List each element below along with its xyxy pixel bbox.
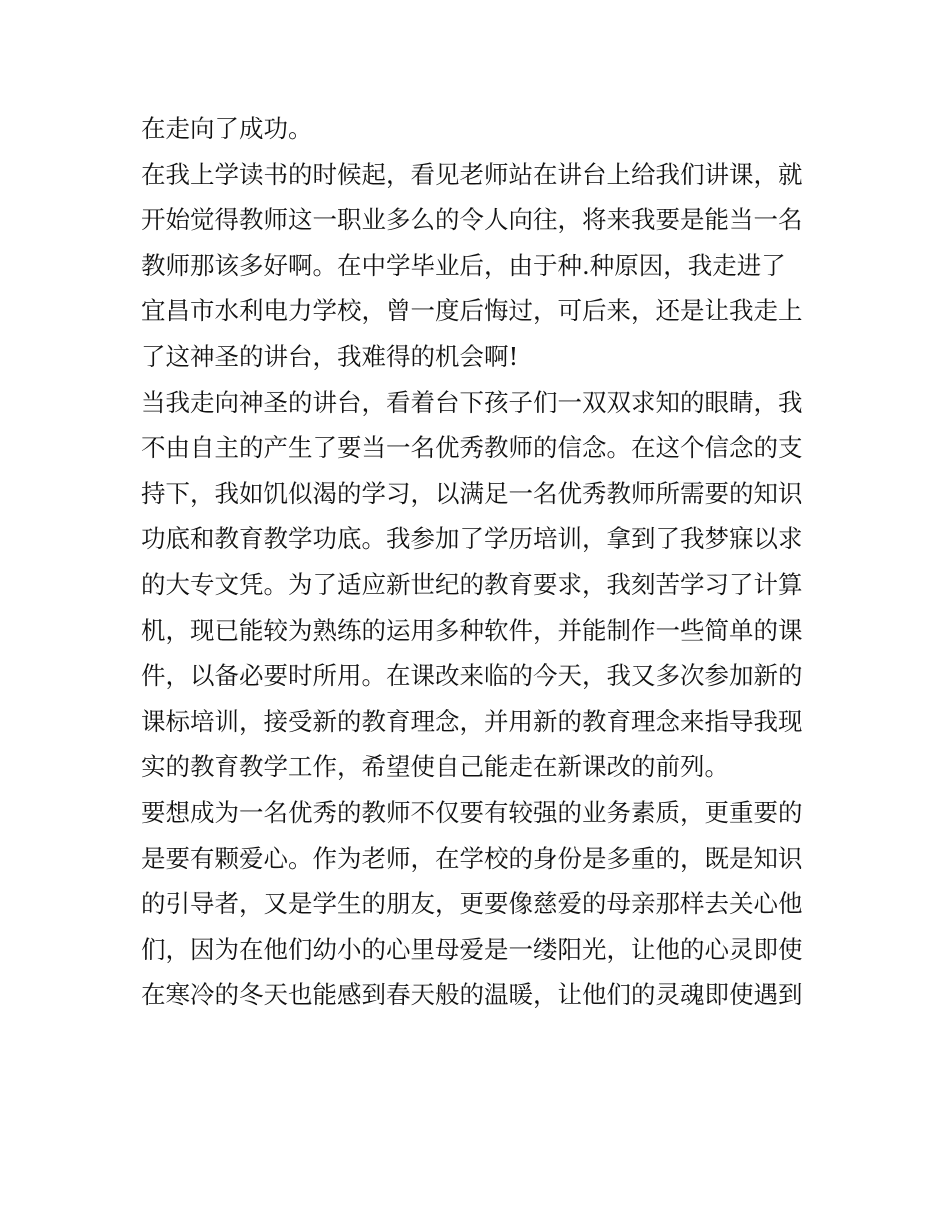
text-line: 的引导者，又是学生的朋友，更要像慈爱的母亲那样去关心他 bbox=[141, 889, 803, 919]
text-line: 在走向了成功。 bbox=[141, 114, 313, 143]
text-line: 开始觉得教师这一职业多么的令人向往，将来我要是能当一名 bbox=[141, 205, 803, 235]
text-line: 课标培训，接受新的教育理念，并用新的教育理念来指导我现 bbox=[141, 706, 803, 736]
text-line: 持下，我如饥似渴的学习，以满足一名优秀教师所需要的知识 bbox=[141, 478, 803, 508]
text-line: 了这神圣的讲台，我难得的机会啊! bbox=[141, 341, 519, 371]
text-line: 的大专文凭。为了适应新世纪的教育要求，我刻苦学习了计算 bbox=[141, 569, 803, 599]
text-line: 实的教育教学工作，希望使自己能走在新课改的前列。 bbox=[141, 752, 729, 782]
text-line: 宜昌市水利电力学校，曾一度后悔过，可后来，还是让我走上 bbox=[141, 296, 803, 326]
text-line: 要想成为一名优秀的教师不仅要有较强的业务素质，更重要的 bbox=[141, 797, 803, 827]
text-line: 教师那该多好啊。在中学毕业后，由于种.种原因，我走进了 bbox=[141, 250, 786, 280]
text-line: 在我上学读书的时候起，看见老师站在讲台上给我们讲课，就 bbox=[141, 159, 803, 189]
text-line: 当我走向神圣的讲台，看着台下孩子们一双双求知的眼睛，我 bbox=[141, 387, 803, 417]
text-line: 不由自主的产生了要当一名优秀教师的信念。在这个信念的支 bbox=[141, 433, 803, 463]
text-line: 们，因为在他们幼小的心里母爱是一缕阳光，让他的心灵即使 bbox=[141, 934, 803, 964]
text-line: 件，以备必要时所用。在课改来临的今天，我又多次参加新的 bbox=[141, 661, 803, 691]
text-line: 是要有颗爱心。作为老师，在学校的身份是多重的，既是知识 bbox=[141, 843, 803, 873]
document-body bbox=[141, 106, 821, 1018]
text-line: 机，现已能较为熟练的运用多种软件，并能制作一些简单的课 bbox=[141, 615, 803, 645]
text-line: 在寒冷的冬天也能感到春天般的温暖，让他们的灵魂即使遇到 bbox=[141, 980, 803, 1010]
text-line: 功底和教育教学功底。我参加了学历培训，拿到了我梦寐以求 bbox=[141, 524, 803, 554]
